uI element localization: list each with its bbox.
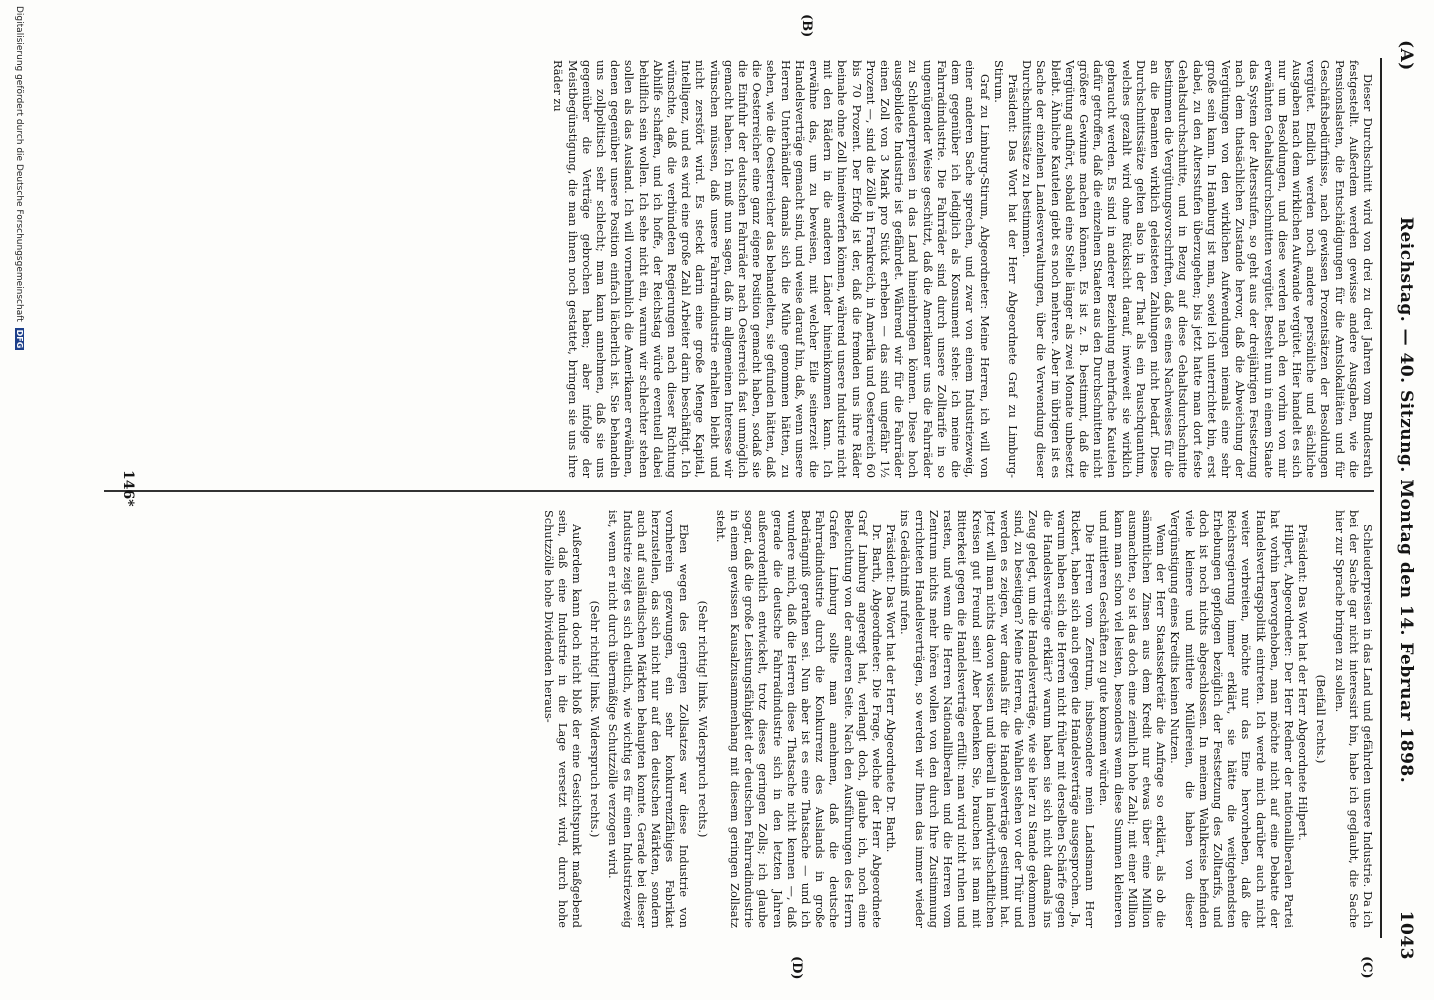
paragraph: Graf zu Limburg-Stirum, Abgeordneter: Meine Herren, ich will von einer anderen Sache sprechen, und zwar von einem Industriezweig, dem gegenüber ich lediglich als Konsument stehe: ich meine die Fahrradindustrie. Die Fahrräder sind durch unsere Zolltarife in so ungenügender Weise geschützt, daß die Amerikaner uns die Fahrräder zu Schleuderpreisen in das Land hineinbringen können. Diese hoch ausgebildete Industrie ist gefährdet. Während wir für die Fahrräder einen Zoll von 3 Mark pro Stück erheben — das sind ungefähr 1½ Prozent —, sind die Zölle in Frankreich, in Amerika und Oesterreich 60 bis 70 Prozent. Der Erfolg ist der, daß die fremden uns ihre Räder beinahe ohne Zoll hineinwerfen können, während unsere Industrie nicht mit den Rädern in die anderen Länder hineinkommen kann. Ich erwähne das, um zu beweisen, mit welcher Eile seinerzeit die Handelsverträge gemacht sind, und weise darauf hin, daß, wenn unsere Herren Unterhändler damals sich die Mühe genommen hätten, zu sehen, wie die Oesterreicher das behandelten, sie gefunden hätten, daß die Oesterreicher eine ganz eigene Position gemacht haben, sodaß sie die Einfuhr der deutschen Fahrräder nach Oesterreich fast unmöglich gemacht haben. Ich muß nun sagen, daß im allgemeinen Interesse wir wünschen müssen, daß unsere Fahrradindustrie erhalten bleibt und nicht zerstört wird. Es steckt darin eine große Menge Kapital, Intelligenz, und es wird eine große Zahl Arbeiter darin beschäftigt. Ich wünschte, daß die verbündeten Regierungen nach dieser Richtung Abhilfe schaffen, und ich hoffe, der Reichstag würde eventuell dabei behilflich sein wollen. Ich sehe nicht ein, warum wir schlechter stehen sollen als das Ausland. Ich will vornehmlich die Amerikaner erwähnen, denen gegenüber unsere Position einfach lächerlich ist. Sie behandeln uns zollpolitisch sehr schlecht; man kann annehmen, daß sie uns gegenüber die Verträge gebrochen haben; aber infolge der Meistbegünstigung, die man ihnen noch gestattet, bringen sie uns ihre Räder zu bbox=[551, 60, 991, 478]
paragraph: Eben wegen des geringen Zollsatzes war diese Industrie von vornherein gezwungen, ein sehr konkurrenzfähiges Fabrikat herzustellen, das sich nicht nur auf den deutschen Märkten, sondern auch auf ausländischen Märkten behaupten konnte. Gerade bei dieser Industrie zeigt es sich deutlich, wie wichtig es für einen Industriezweig ist, wenn er nicht durch übermäßige Schutzzölle verzogen wird. bbox=[606, 510, 691, 928]
paragraph: Hilpert, Abgeordneter: Der Herr Redner der nationalliberalen Partei hat vorhin hervorgehoben, man möchte nicht auf eine Debatte der Handelsvertragspolitik eintreten. Ich werde mich darüber auch nicht weiter verbreiten, möchte nur das Eine hervorheben, daß die Reichsregierung immer erklärt, sie hätte die weitgehendsten Erhebungen gepflogen bezüglich der Festsetzung des Zolltarifs, und doch ist noch nichts abgeschlossen. In meinem Wahlkreise befinden viele kleinere und mittlere Müllereien, die haben von dieser Vergünstigung eines Kredits keinen Nutzen. bbox=[1168, 510, 1295, 928]
paragraph: Außerdem kann doch nicht bloß der eine Gesichtspunkt maßgebend sein, daß eine Industrie in die Lage versetzt wird, durch hohe Schutzzölle hohe Dividenden heraus- bbox=[541, 510, 584, 928]
column-divider bbox=[104, 490, 1374, 492]
page-number: 1043 bbox=[1396, 910, 1416, 960]
left-text-column bbox=[94, 60, 1374, 478]
header-title: Reichstag. — 40. Sitzung. Montag den 14. Februar 1898. bbox=[1396, 216, 1416, 784]
digitization-credit bbox=[14, 6, 24, 350]
paragraph: Präsident: Das Wort hat der Herr Abgeordnete Graf zu Limburg-Stirum. bbox=[991, 60, 1019, 478]
paragraph: Präsident: Das Wort hat der Herr Abgeordnete Dr. Barth. bbox=[884, 524, 898, 853]
paragraph: Wenn der Herr Staatssekretär die Anfrage so erklärt, als ob die sämmtlichen Zinsen aus dem Kredit nur etwas über eine Million ausmachten, so ist das doch eine ziemlich hohe Zahl; mit einer Million kann man schon viel leisten, besonders wenn diese Summen kleineren und mittleren Geschäften zu gute kommen würden. bbox=[1097, 510, 1168, 928]
interjection: (Sehr richtig! links. Widerspruch rechts.) bbox=[588, 600, 602, 838]
paragraph: Dieser Durchschnitt wird von drei zu drei Jahren vom Bundesrath festgestellt. Außerdem werden gewisse andere Ausgaben, wie die Pensionslasten, die Entschädigungen für die Amtslokalitäten und für Geschäftsbedürfnisse, nach gewissen Prozentsätzen der Besoldungen vergütet. Endlich werden noch andere persönliche und sächliche Ausgaben nach dem wirklichen Aufwande vergütet. Hier handelt es sich nur um Besoldungen, und diese werden nach den vorhin von mir erwähnten Gehaltsdurchschnitten vergütet. Besteht nun in einem Staate das System der Altersstufen, so geht aus der dreijährigen Festsetzung nach dem thatsächlichen Zustande hervor, daß die Abweichung der Vergütungen von den wirklichen Aufwendungen niemals eine sehr große sein kann. In Hamburg ist man, soviel ich unterrichtet bin, erst dabei, zu den Altersstufen überzugehen; bis jetzt hatte man dort feste Gehaltsdurchschnitte, und in Bezug auf diese Gehaltsdurchschnitte bestimmen die Vergütungsvorschriften, daß es eines Nachweises für die an die Beamten wirklich geleisteten Zahlungen nicht bedarf. Diese Durchschnittssätze gelten also in der That als ein Pauschquantum, welches gezahlt wird ohne Rücksicht darauf, inwieweit sie wirklich gebraucht werden. Es sind in anderer Beziehung mehrfache Kautelen dafür getroffen, daß die einzelnen Staaten aus den Durchschnitten nicht größere Gewinne machen können. Es ist z. B. bestimmt, daß die Vergütung aufhört, sobald eine Stelle länger als zwei Monate unbesetzt bleibt. Ähnliche Kautelen giebt es noch mehrere. Aber im übrigen ist es Sache der einzelnen Landesverwaltungen, über die Verwendung dieser Durchschnittssätze zu bestimmen. bbox=[1020, 60, 1374, 478]
credit-text: Digitalisierung gefördert durch die Deutsche Forschungsgemeinschaft bbox=[14, 6, 24, 322]
dfg-logo: DFG bbox=[15, 329, 24, 349]
right-text-column bbox=[94, 510, 1374, 928]
paragraph: Präsident: Das Wort hat der Herr Abgeordnete Hilpert. bbox=[1296, 524, 1310, 841]
margin-marker-d: (D) bbox=[789, 956, 804, 980]
header-marker-a: (A) bbox=[1396, 40, 1416, 71]
paragraph: Schleuderpreisen in das Land und gefährden unsere Industrie. Da ich bei der Sache gar nicht interessirt bin, habe ich geglaubt, die Sache hier zur Sprache bringen zu sollen. bbox=[1332, 510, 1374, 928]
margin-marker-b: (B) bbox=[799, 14, 814, 38]
interjection: (Sehr richtig! links. Widerspruch rechts.) bbox=[695, 600, 709, 838]
paragraph: Dr. Barth, Abgeordneter: Die Frage, welche der Herr Abgeordnete Graf Limburg angeregt hat, verlangt doch, glaube ich, noch eine Beleuchtung von der anderen Seite. Nach den Ausführungen des Herrn Grafen Limburg sollte man annehmen, daß die deutsche Fahrradindustrie durch die Konkurrenz des Auslands in große Bedrängniß gerathen sei. Nun aber ist es eine Thatsache — und ich wundere mich, daß die Herren diese Thatsache nicht kennen —, daß gerade die deutsche Fahrradindustrie sich in den letzten Jahren außerordentlich entwickelt, trotz dieses geringen Zolls; ich glaube sogar, daß die große Leistungsfähigkeit der deutschen Fahrradindustrie in einem gewissen Kausalzusammenhang mit diesem geringen Zollsatz steht. bbox=[713, 510, 884, 928]
header-rule bbox=[1380, 58, 1382, 938]
page-header bbox=[1378, 40, 1416, 960]
signature-mark: 146* bbox=[120, 470, 136, 507]
paragraph: Die Herren vom Zentrum, insbesondere mein Landsmann Herr Rickert, haben sich auch gegen die Handelsverträge ausgesprochen. Ja, warum haben sich die Herren nicht früher mit derselben Schärfe gegen die Handelsverträge erklärt? warum haben sie sich nicht damals ins Zeug gelegt, um die Handelsverträge, wie sie hier zu Stande gekommen sind, zu beseitigen? Meine Herren, die Wahlen stehen vor der Thür und werden es zeigen, wer damals für die Handelsverträge gestimmt hat. Jetzt will man nichts davon wissen und überall in landwirthschaftlichen Kreisen gut Freund sein! Aber bedenken Sie, brauchen ist man mit Bitterkeit gegen die Handelsverträge erfüllt: man wird nicht ruhen und rasten, und wenn die Herren Nationalliberalen und die Herren vom Zentrum nichts mehr hören wollen von den durch Ihre Zustimmung errichteten Handelsverträgen, so werden wir Ihnen das immer wieder ins Gedächtniß rufen. bbox=[898, 510, 1097, 928]
margin-marker-c: (C) bbox=[1359, 956, 1374, 979]
interjection: (Beifall rechts.) bbox=[1314, 674, 1328, 764]
